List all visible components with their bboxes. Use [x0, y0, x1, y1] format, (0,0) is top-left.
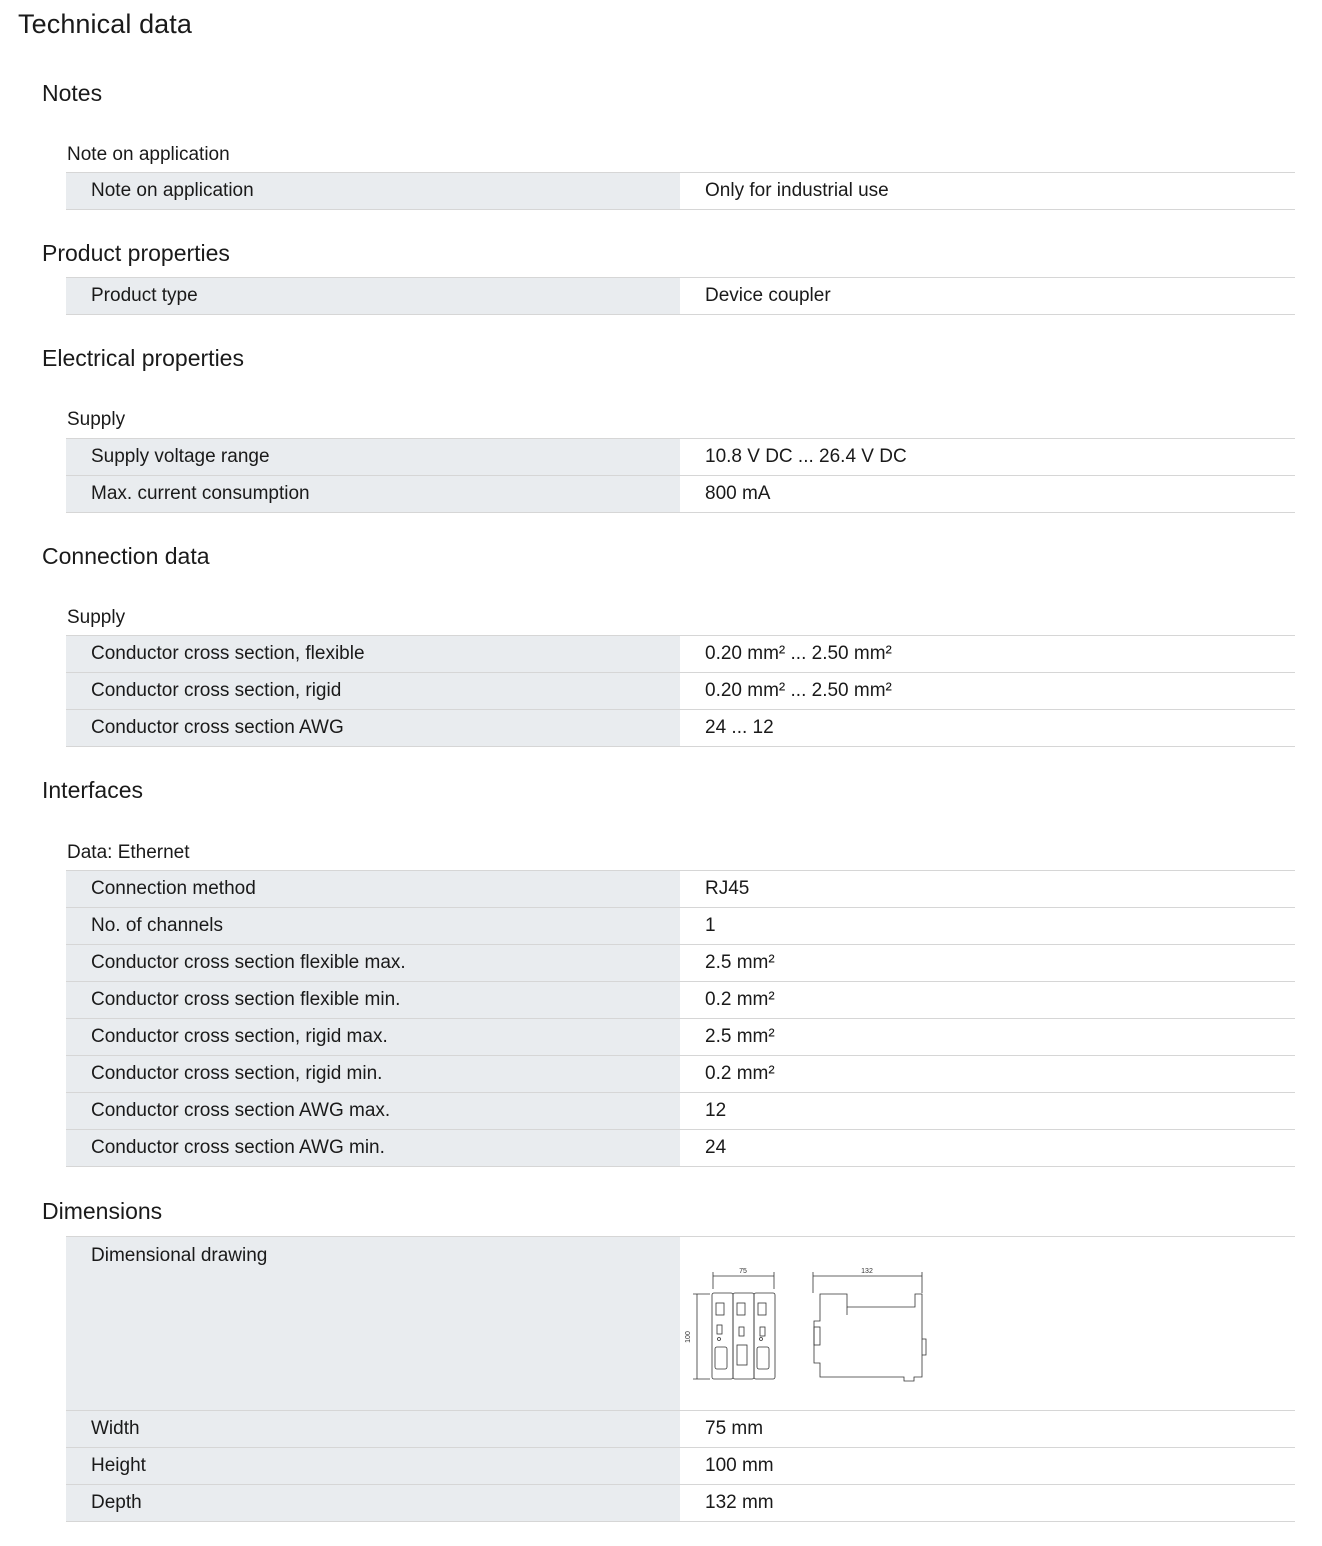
row-value: 0.20 mm² ... 2.50 mm² [705, 643, 892, 664]
table-row [66, 1485, 1295, 1522]
subsection-title-data-ethernet: Data: Ethernet [67, 842, 190, 863]
table-row [66, 439, 1295, 476]
row-value: 0.20 mm² ... 2.50 mm² [705, 680, 892, 701]
row-label: Note on application [66, 173, 680, 209]
table-row [66, 710, 1295, 747]
row-label: Conductor cross section AWG min. [66, 1130, 680, 1166]
section-title-electrical-properties: Electrical properties [42, 345, 244, 371]
interfaces-table [66, 870, 1295, 1167]
row-value: Device coupler [705, 285, 831, 306]
table-row [66, 1093, 1295, 1130]
subsection-title-supply: Supply [67, 607, 126, 628]
row-label: No. of channels [66, 908, 680, 944]
row-value: 24 ... 12 [705, 717, 774, 738]
table-row [66, 673, 1295, 710]
row-value: Only for industrial use [705, 180, 889, 201]
row-value: 100 mm [705, 1455, 774, 1476]
row-label: Depth [66, 1485, 680, 1521]
row-value: RJ45 [705, 878, 750, 899]
table-row [66, 908, 1295, 945]
side-view [814, 1294, 926, 1381]
product-properties-table [66, 277, 1295, 315]
table-row [66, 173, 1295, 210]
table-row [66, 476, 1295, 513]
row-value: 2.5 mm² [705, 1026, 775, 1047]
row-label: Height [66, 1448, 680, 1484]
notes-table [66, 172, 1295, 210]
height-dimension-text: 100 [685, 1331, 692, 1343]
row-value: 0.2 mm² [705, 1063, 775, 1084]
row-label: Conductor cross section, rigid [66, 673, 680, 709]
page-title: Technical data [18, 9, 193, 39]
row-label: Conductor cross section, flexible [66, 636, 680, 672]
electrical-properties-table [66, 438, 1295, 513]
row-value: 12 [705, 1100, 727, 1121]
row-label: Product type [66, 278, 680, 314]
section-title-notes: Notes [42, 80, 103, 106]
row-label: Conductor cross section, rigid min. [66, 1056, 680, 1092]
row-value: 75 mm [705, 1418, 764, 1439]
table-row [66, 945, 1295, 982]
depth-dimension-text: 132 [861, 1268, 873, 1275]
row-label: Connection method [66, 871, 680, 907]
table-row [66, 636, 1295, 673]
row-label: Dimensional drawing [66, 1237, 680, 1410]
width-dimension-text: 75 [739, 1268, 747, 1275]
section-title-product-properties: Product properties [42, 240, 230, 266]
table-row [66, 1056, 1295, 1093]
connection-data-table [66, 635, 1295, 747]
row-label: Conductor cross section flexible max. [66, 945, 680, 981]
table-row [66, 871, 1295, 908]
row-value: 800 mA [705, 483, 771, 504]
row-value: 2.5 mm² [705, 952, 775, 973]
table-row [66, 1411, 1295, 1448]
row-label: Conductor cross section AWG max. [66, 1093, 680, 1129]
section-title-dimensions: Dimensions [42, 1198, 163, 1224]
table-row [66, 278, 1295, 315]
row-value: 0.2 mm² [705, 989, 775, 1010]
row-value: 10.8 V DC ... 26.4 V DC [705, 446, 907, 467]
row-value: 24 [705, 1137, 727, 1158]
dimensions-table [66, 1236, 1295, 1522]
row-label: Conductor cross section flexible min. [66, 982, 680, 1018]
row-value: 1 [705, 915, 716, 936]
row-label: Conductor cross section, rigid max. [66, 1019, 680, 1055]
row-label: Conductor cross section AWG [66, 710, 680, 746]
row-label: Supply voltage range [66, 439, 680, 475]
table-row [66, 1019, 1295, 1056]
row-label: Max. current consumption [66, 476, 680, 512]
table-row [66, 1448, 1295, 1485]
section-title-connection-data: Connection data [42, 543, 210, 569]
section-title-interfaces: Interfaces [42, 777, 143, 803]
row-label: Width [66, 1411, 680, 1447]
front-view [712, 1293, 775, 1379]
dimensional-drawing [685, 1267, 940, 1387]
table-row [66, 1237, 1295, 1411]
subsection-title-supply: Supply [67, 409, 126, 430]
subsection-title-note-on-application: Note on application [67, 144, 230, 165]
row-value: 132 mm [705, 1492, 774, 1513]
table-row [66, 1130, 1295, 1167]
dimensional-drawing-cell [680, 1237, 1295, 1410]
table-row [66, 982, 1295, 1019]
